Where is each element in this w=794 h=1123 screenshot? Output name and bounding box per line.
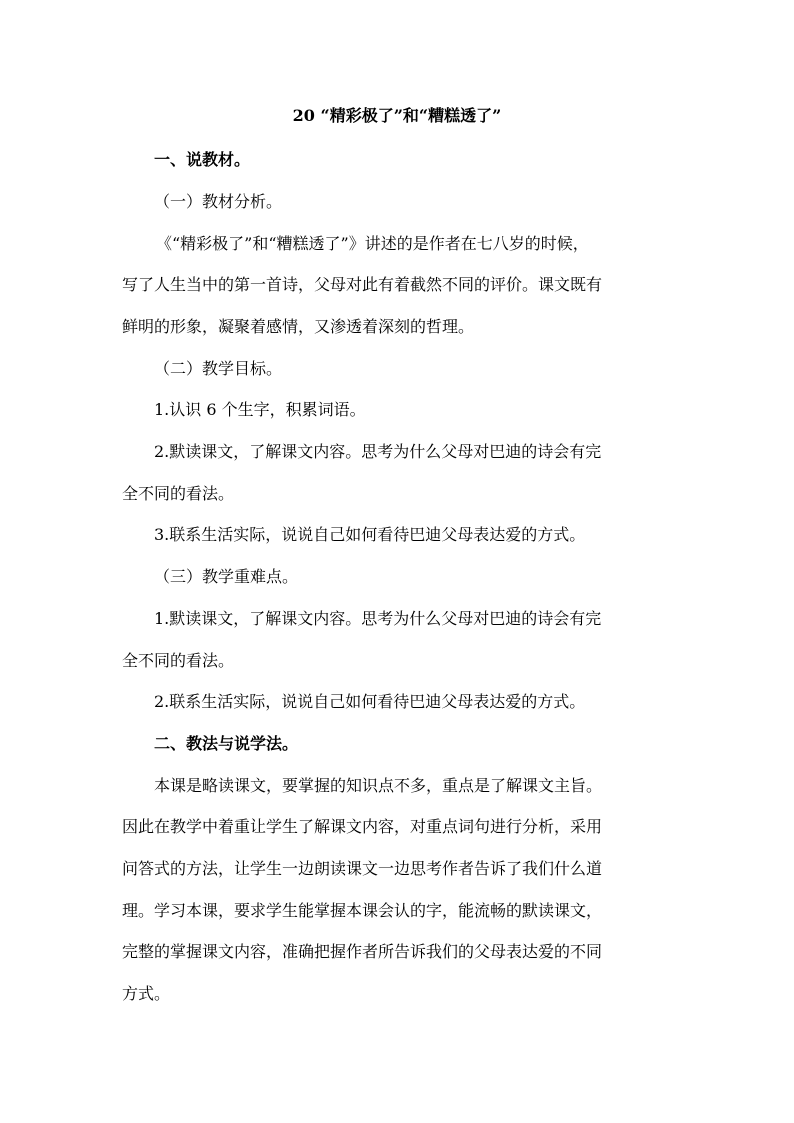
paragraph-line: 问答式的方法，让学生一边朗读课文一边思考作者告诉了我们什么道 bbox=[122, 859, 603, 878]
key-point-1-line: 1.默读课文，了解课文内容。思考为什么父母对巴迪的诗会有完 bbox=[154, 609, 602, 628]
key-point-1-line: 全不同的看法。 bbox=[122, 651, 235, 670]
subheading-teaching-goals: （二）教学目标。 bbox=[154, 359, 283, 378]
paragraph-line: 完整的掌握课文内容，准确把握作者所告诉我们的父母表达爱的不同 bbox=[122, 942, 603, 961]
subheading-textbook-analysis: （一）教材分析。 bbox=[154, 192, 283, 211]
document-title: 20 “精彩极了”和“糟糕透了” bbox=[292, 106, 502, 125]
paragraph-line: 本课是略读课文，要掌握的知识点不多，重点是了解课文主旨。 bbox=[154, 776, 603, 795]
goal-item-2-line: 2.默读课文，了解课文内容。思考为什么父母对巴迪的诗会有完 bbox=[154, 442, 602, 461]
paragraph-line: 理。学习本课，要求学生能掌握本课会认的字，能流畅的默读课文， bbox=[122, 901, 603, 920]
paragraph-line: 方式。 bbox=[122, 984, 171, 1003]
section-heading-textbook: 一、说教材。 bbox=[154, 150, 251, 169]
goal-item-2-line: 全不同的看法。 bbox=[122, 484, 235, 503]
subheading-key-points: （三）教学重难点。 bbox=[154, 567, 299, 586]
key-point-2: 2.联系生活实际，说说自己如何看待巴迪父母表达爱的方式。 bbox=[154, 692, 586, 711]
paragraph-line: 写了人生当中的第一首诗，父母对此有着截然不同的评价。课文既有 bbox=[122, 275, 603, 294]
goal-item-1: 1.认识 6 个生字，积累词语。 bbox=[154, 400, 366, 419]
paragraph-line: 《“精彩极了”和“糟糕透了”》讲述的是作者在七八岁的时候， bbox=[156, 234, 589, 253]
goal-item-3: 3.联系生活实际，说说自己如何看待巴迪父母表达爱的方式。 bbox=[154, 525, 586, 544]
paragraph-line: 鲜明的形象，凝聚着感情，又渗透着深刻的哲理。 bbox=[122, 317, 475, 336]
section-heading-methods: 二、教法与说学法。 bbox=[154, 734, 299, 753]
paragraph-line: 因此在教学中着重让学生了解课文内容，对重点词句进行分析，采用 bbox=[122, 817, 603, 836]
